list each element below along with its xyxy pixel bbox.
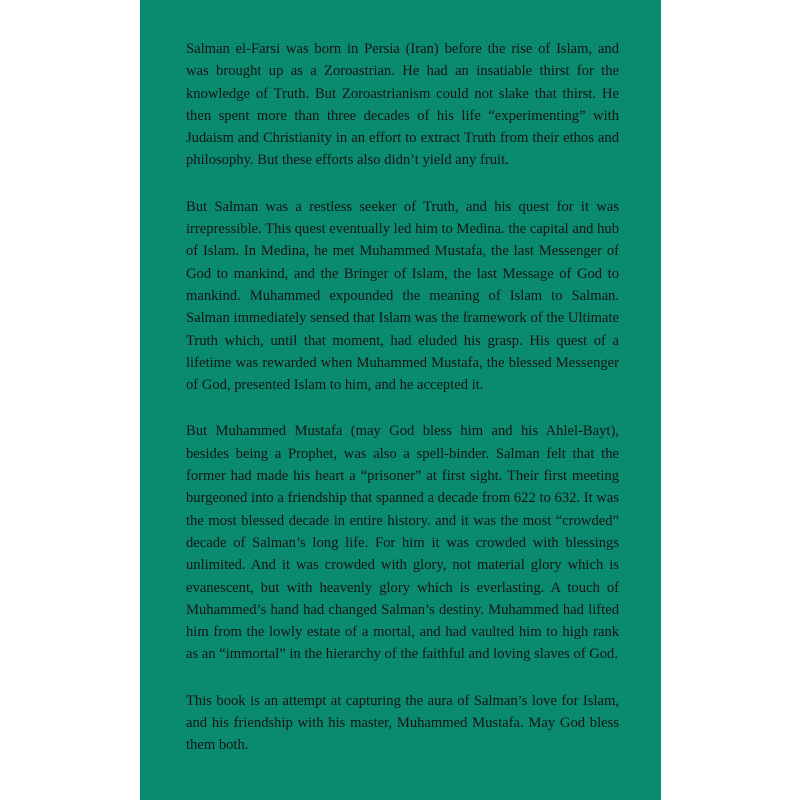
paragraph-4: This book is an attempt at capturing the aura of Salman’s love for Islam, and his friendship with his master, Muhammed Mustafa. May God bless them both.	[186, 692, 619, 754]
paragraph-3: But Muhammed Mustafa (may God bless him and his Ahlel-Bayt), besides being a Prophet, was also a spell-binder. Salman felt that the former had made his heart a “prisoner” at first sight. Their first meeting burgeoned into a friendship that spanned a decade from 622 to 632. It was the most blessed decade in entire history. and it was the most “crowded” decade of Salman’s long life. For him it was crowded with blessings unlimited. And it was crowded with glory, not material glory which is evanescent, but with heavenly glory which is everlasting. A touch of Muhammed’s hand had changed Salman’s destiny. Muhammed had lifted him from the lowly estate of a mortal, and had vaulted him to high rank as an “immortal” in the hierarchy of the faithful and loving slaves of God.	[186, 423, 619, 663]
paragraph-1: Salman el-Farsi was born in Persia (Iran) before the rise of Islam, and was brought up as a Zoroastrian. He had an insatiable thirst for the knowledge of Truth. But Zoroastrianism could not slake that thirst. He then spent more than three decades of his life “experimenting” with Judaism and Christianity in an effort to extract Truth from their ethos and philosophy. But these efforts also didn’t yield any fruit.	[186, 41, 619, 169]
back-cover	[140, 0, 661, 800]
paragraph-2: But Salman was a restless seeker of Truth, and his quest for it was irrepressible. This quest eventually led him to Medina. the capital and hub of Islam. In Medina, he met Muhammed Mustafa, the last Messenger of God to mankind, and the Bringer of Islam, the last Message of God to mankind. Muhammed expounded the meaning of Islam to Salman. Salman immediately sensed that Islam was the framework of the Ultimate Truth which, until that moment, had eluded his grasp. His quest of a lifetime was rewarded when Muhammed Mustafa, the blessed Messenger of God, presented Islam to him, and he accepted it.	[186, 198, 619, 394]
